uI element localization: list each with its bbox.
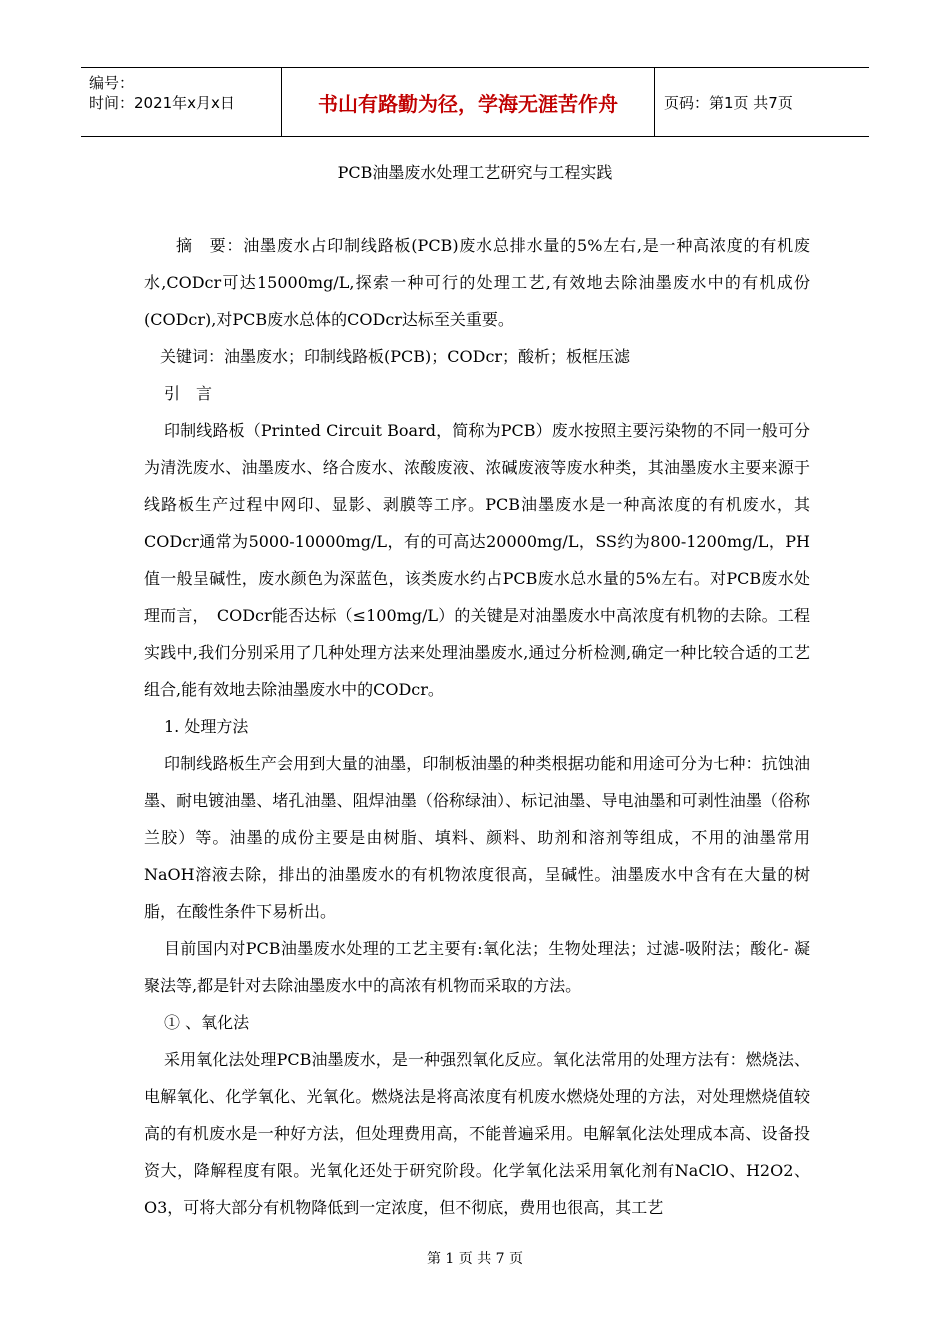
number-label: 编号： <box>89 74 135 92</box>
ink-types-paragraph: 印制线路板生产会用到大量的油墨，印制板油墨的种类根据功能和用途可分为七种：抗蚀油墨、耐电镀油墨、堵孔油墨、阻焊油墨（俗称绿油）、标记油墨、导电油墨和可剥性油墨（俗称兰胶）等。油墨的成份主要是由树脂、填料、颜料、助剂和溶剂等组成，不用的油墨常用NaOH溶液去除，排出的油墨废水的有机物浓度很高，呈碱性。油墨废水中含有在大量的树脂，在酸性条件下易析出。 <box>144 754 810 921</box>
oxidation-paragraph: 采用氧化法处理PCB油墨废水，是一种强烈氧化反应。氧化法常用的处理方法有：燃烧法、电解氧化、化学氧化、光氧化。燃烧法是将高浓度有机废水燃烧处理的方法，对处理燃烧值较高的有机废水是一种好方法，但处理费用高，不能普遍采用。电解氧化法处理成本高、设备投资大，降解程度有限。光氧化还处于研究阶段。化学氧化法采用氧化剂有NaClO、H2O2、O3，可将大部分有机物降低到一定浓度，但不彻底，费用也很高，其工艺 <box>144 1050 810 1217</box>
domestic-methods-paragraph: 目前国内对PCB油墨废水处理的工艺主要有:氧化法；生物处理法；过滤-吸附法；酸化- 凝聚法等,都是针对去除油墨废水中的高浓有机物而采取的方法。 <box>144 939 810 995</box>
introduction-paragraph: 印制线路板（Printed Circuit Board，简称为PCB）废水按照主要污染物的不同一般可分为清洗废水、油墨废水、络合废水、浓酸废液、浓碱废液等废水种类，其油墨废水主要来源于线路板生产过程中网印、显影、剥膜等工序。PCB油墨废水是一种高浓度的有机废水，其CODcr通常为5000-10000mg/L，有的可高达20000mg/L，SS约为800-1200mg/L，PH值一般呈碱性，废水颜色为深蓝色，该类废水约占PCB废水总水量的5%左右。对PCB废水处理而言， CODcr能否达标（≤100mg/L）的关键是对油墨废水中高浓度有机物的去除。工程实践中,我们分别采用了几种处理方法来处理油墨废水,通过分析检测,确定一种比较合适的工艺组合,能有效地去除油墨废水中的CODcr。 <box>144 421 810 699</box>
page-footer: 第 1 页 共 7 页 <box>426 1251 524 1267</box>
section-heading-methods: 1. 处理方法 <box>164 717 249 736</box>
date-label: 时间：2021年x月x日 <box>89 94 235 112</box>
document-title: PCB油墨废水处理工艺研究与工程实践 <box>337 163 613 182</box>
header-left-cell <box>81 68 281 136</box>
introduction-heading: 引 言 <box>164 384 213 403</box>
abstract-paragraph: 摘 要：油墨废水占印制线路板(PCB)废水总排水量的5%左右,是一种高浓度的有机废水,CODcr可达15000mg/L,探索一种可行的处理工艺,有效地去除油墨废水中的有机成份(CODcr),对PCB废水总体的CODcr达标至关重要。 <box>144 236 810 329</box>
header-page-label: 页码：第1页 共7页 <box>664 93 793 112</box>
subsection-heading-oxidation: ① 、氧化法 <box>164 1013 250 1032</box>
keywords-paragraph: 关键词：油墨废水；印制线路板(PCB)；CODcr；酸析；板框压滤 <box>160 347 631 366</box>
header-motto: 书山有路勤为径，学海无涯苦作舟 <box>281 68 655 136</box>
header-table <box>81 67 869 137</box>
document-body <box>144 227 810 1226</box>
